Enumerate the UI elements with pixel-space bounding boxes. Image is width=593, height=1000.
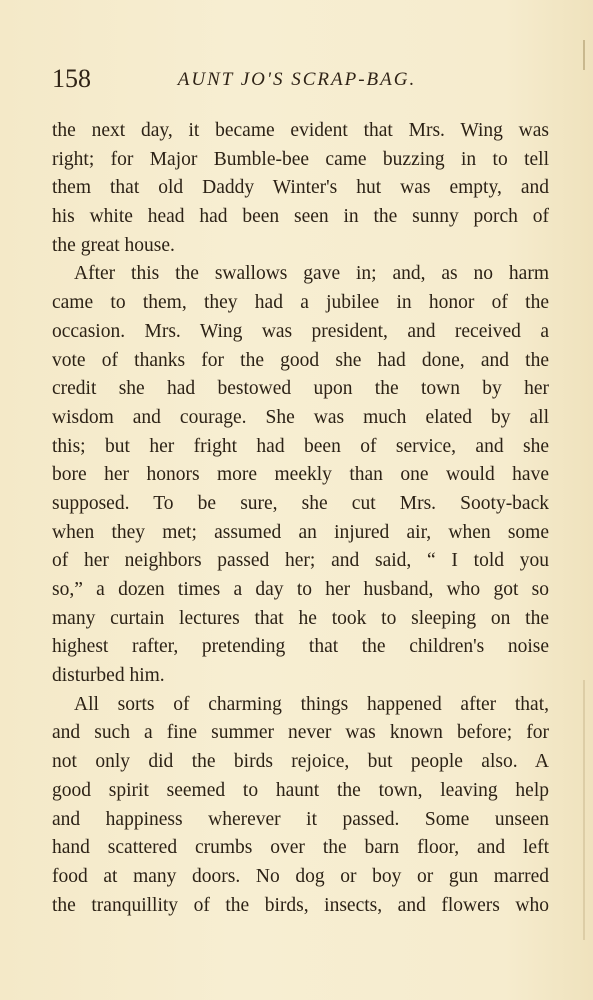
text-line: the tranquillity of the birds, insects, and flowers who (52, 894, 549, 916)
text-line: good spirit seemed to haunt the town, leaving help (52, 779, 549, 801)
text-line: credit she had bestowed upon the town by her (52, 378, 549, 400)
text-line: All sorts of charming things happened after that, (74, 693, 549, 715)
text-line: and happiness wherever it passed. Some unseen (52, 808, 549, 830)
text-line: bore her honors more meekly than one would have (52, 464, 549, 486)
page-edge-mark (583, 680, 585, 940)
text-line: vote of thanks for the good she had done, and the (52, 349, 549, 371)
text-line: After this the swallows gave in; and, as no harm (74, 263, 549, 285)
paragraph (52, 691, 549, 921)
text-line: hand scattered crumbs over the barn floor, and left (52, 837, 549, 859)
text-line: and such a fine summer never was known before; for (52, 722, 549, 744)
text-line: this; but her fright had been of service, and she (52, 435, 549, 457)
text-line: so,” a dozen times a day to her husband, who got so (52, 579, 549, 600)
text-line: food at many doors. No dog or boy or gun marred (52, 865, 549, 887)
text-line: when they met; assumed an injured air, when some (52, 521, 549, 543)
paragraph (52, 117, 549, 260)
text-line: disturbed him. (52, 665, 165, 687)
paragraph (52, 260, 549, 690)
text-line: supposed. To be sure, she cut Mrs. Sooty-back (52, 492, 549, 514)
text-line: occasion. Mrs. Wing was president, and received a (52, 320, 549, 342)
text-line: right; for Major Bumble-bee came buzzing in to tell (52, 148, 549, 170)
text-line: them that old Daddy Winter's hut was empty, and (52, 177, 549, 199)
text-line: highest rafter, pretending that the children's noise (52, 636, 549, 658)
text-line: not only did the birds rejoice, but people also. A (52, 751, 549, 773)
text-line: came to them, they had a jubilee in honor of the (52, 292, 549, 314)
text-line: his white head had been seen in the sunny porch of (52, 206, 549, 228)
running-title: AUNT JO'S SCRAP-BAG. (177, 69, 417, 90)
text-line: of her neighbors passed her; and said, “ I told you (52, 550, 549, 572)
page-header (52, 62, 542, 94)
text-line: many curtain lectures that he took to sleeping on the (52, 607, 549, 629)
body-text (52, 117, 549, 920)
text-line: wisdom and courage. She was much elated by all (52, 406, 549, 428)
text-line: the great house. (52, 234, 175, 256)
text-line: the next day, it became evident that Mrs. Wing was (52, 120, 549, 141)
page-number: 158 (52, 64, 91, 93)
page-edge-mark (583, 40, 585, 70)
